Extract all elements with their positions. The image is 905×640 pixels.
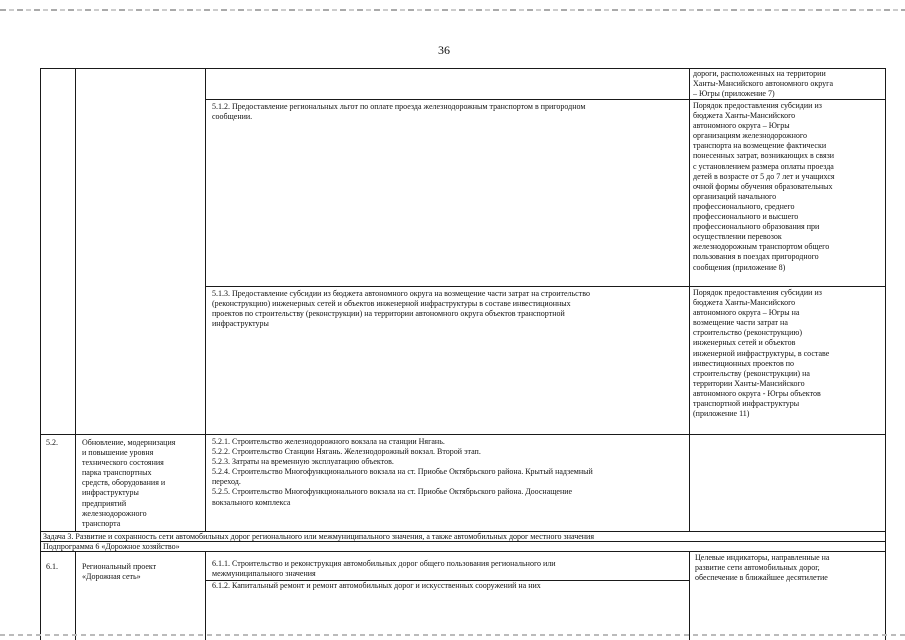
rule-col2-a bbox=[205, 68, 206, 531]
rule-col2-b bbox=[205, 551, 206, 640]
row-number-6-1: 6.1. bbox=[46, 562, 58, 571]
rule-col1-a bbox=[75, 68, 76, 531]
roads-regulation-text: дороги, расположенных на территории Ханты-Мансийского автономного округа – Югры (приложение 7) bbox=[693, 69, 834, 99]
rule-after-513 bbox=[40, 434, 886, 435]
row-number-5-2: 5.2. bbox=[46, 438, 58, 447]
task-3-heading: Задача 3. Развитие и сохранность сети автомобильных дорог регионального или межмуниципального значения, а также автомобильных дорог местного значения bbox=[43, 532, 595, 541]
page-number: 36 bbox=[438, 43, 450, 57]
rule-right bbox=[885, 68, 886, 640]
rule-col1-b bbox=[75, 551, 76, 640]
measure-5-1-2: 5.1.2. Предоставление региональных льгот по оплате проезда железнодорожным транспортом в пригородном сообщении. bbox=[212, 102, 586, 122]
scan-bottom-edge bbox=[0, 634, 905, 636]
indicators-6-1: Целевые индикаторы, направленные на развитие сети автомобильных дорог, обеспечение в ближайшее десятилетие bbox=[695, 553, 830, 583]
subprogram-6-heading: Подпрограмма 6 «Дорожное хозяйство» bbox=[43, 542, 180, 551]
regulation-5-1-2: Порядок предоставления субсидии из бюджета Ханты-Мансийского автономного округа – Югры организациям железнодорожного транспорта на возмещение фактически понесенных затрат, возникающих в связи с установлением размера оплаты проезда детей в возрасте от 5 до 7 лет и учащихся очной формы обучения образовательных организаций начального профессионального, среднего профессионального и высшего профессионального образования при осуществлении перевозок железнодорожным транспортом общего пользования в поездах пригородного сообщения (приложение 8) bbox=[693, 101, 835, 272]
rule-col3-a bbox=[689, 68, 690, 531]
row-name-5-2: Обновление, модернизация и повышение уровня технического состояния парка транспортных средств, оборудования и инфраструктуры предприятий железнодорожного транспорта bbox=[82, 438, 176, 528]
rule-after-512 bbox=[205, 286, 886, 287]
row-name-6-1: Региональный проект «Дорожная сеть» bbox=[82, 562, 157, 582]
measure-6-1-1: 6.1.1. Строительство и реконструкция автомобильных дорог общего пользования регионального или межмуниципального значения bbox=[212, 559, 556, 579]
measure-6-1-2: 6.1.2. Капитальный ремонт и ремонт автомобильных дорог и искусственных сооружений на них bbox=[212, 581, 541, 590]
measures-5-2: 5.2.1. Строительство железнодорожного вокзала на станции Нягань. 5.2.2. Строительство Станции Нягань. Железнодорожный вокзал. Второй этап. 5.2.3. Затраты на временную эксплуатацию объектов. 5.2.4. Строительство Многофункционального вокзала на ст. Приобье Октябрьского района. Крытый надземный переход. 5.2.5. Строительство Многофункционального вокзала на ст. Приобье Октябрьского района. Дооснащение вокзального комплекса bbox=[212, 437, 593, 507]
rule-left bbox=[40, 68, 41, 640]
rule-col3-b bbox=[689, 551, 690, 640]
regulation-5-1-3: Порядок предоставления субсидии из бюджета Ханты-Мансийского автономного округа – Югры на возмещение части затрат на строительство (реконструкцию) инженерных сетей и объектов инженерной инфраструктуры, в составе инвестиционных проектов по строительству (реконструкции) на территории Ханты-Мансийского автономного округа - Югры объектов транспортной инфраструктуры (приложение 11) bbox=[693, 288, 830, 419]
measure-5-1-3: 5.1.3. Предоставление субсидии из бюджета автономного округа на возмещение части затрат на строительство (реконструкцию) инженерных сетей и объектов инженерной инфраструктуры в составе инвестиционных проектов по строительству (реконструкции) на территории автономного округа объектов транспортной инфраструктуры bbox=[212, 289, 590, 329]
